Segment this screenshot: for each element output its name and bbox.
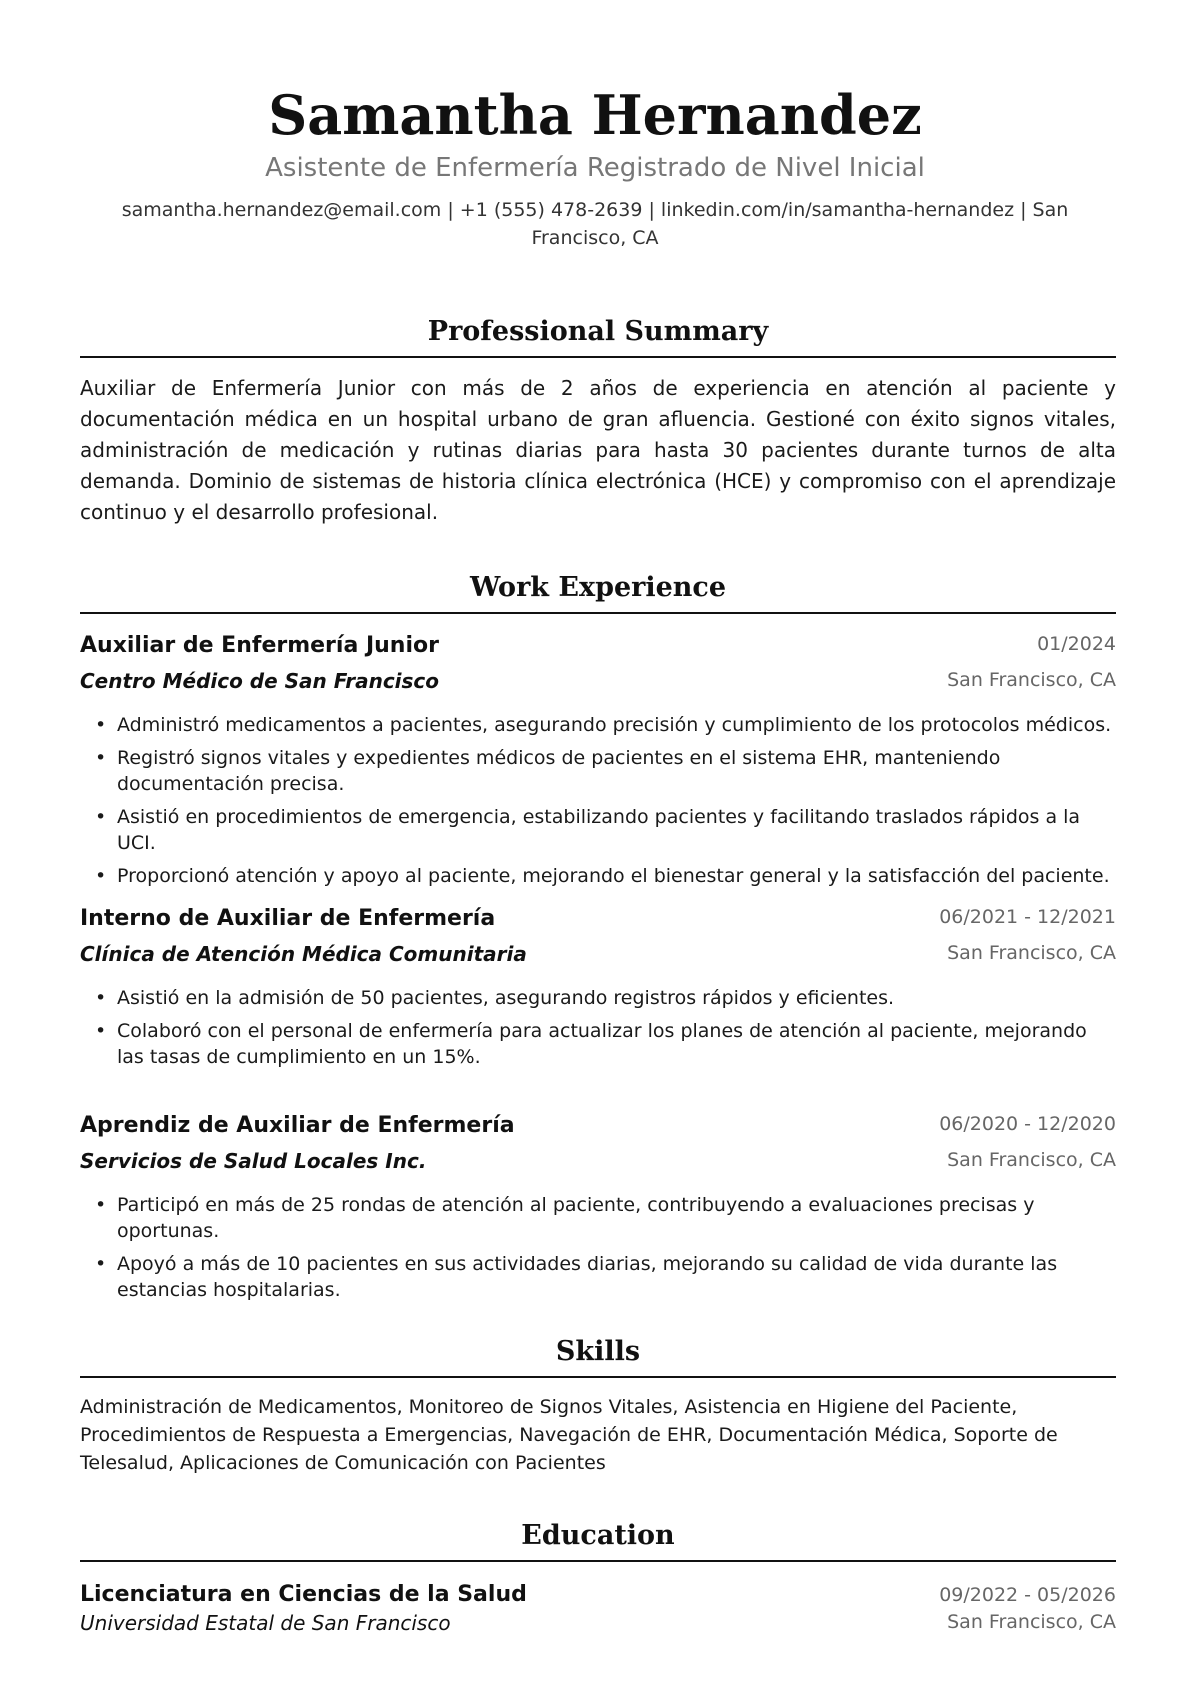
job-location: San Francisco, CA (947, 942, 1116, 964)
job-bullets (80, 985, 1116, 1077)
candidate-headline: Asistente de Enfermería Registrado de Nivel Inicial (265, 153, 925, 183)
job-title: Auxiliar de Enfermería Junior (80, 633, 439, 658)
contact-line: samantha.hernandez@email.com | +1 (555) 478-2639 | linkedin.com/in/samantha-hernandez | San Francisco, CA (121, 199, 1069, 249)
job-date: 01/2024 (1037, 633, 1116, 655)
job-title: Interno de Auxiliar de Enfermería (80, 906, 496, 931)
job-date: 06/2021 - 12/2021 (939, 906, 1116, 928)
experience-divider (80, 612, 1116, 614)
job-location: San Francisco, CA (947, 669, 1116, 691)
skills-heading: Skills (555, 1336, 641, 1367)
education-divider (80, 1560, 1116, 1562)
education-degree: Licenciatura en Ciencias de la Salud (80, 1582, 527, 1607)
bullet-item: • Participó en más de 25 rondas de atención al paciente, contribuyendo a evaluaciones precisas y oportunas. (95, 1194, 1035, 1242)
resume-header (80, 82, 1110, 252)
summary-divider (80, 356, 1116, 358)
job-bullets (80, 1192, 1116, 1310)
job-date: 06/2020 - 12/2020 (939, 1113, 1116, 1135)
job-location: San Francisco, CA (947, 1149, 1116, 1171)
candidate-name: Samantha Hernandez (268, 83, 922, 147)
bullet-item: • Registró signos vitales y expedientes médicos de pacientes en el sistema EHR, manteniendo documentación precisa. (95, 747, 1001, 795)
job-bullets (80, 712, 1116, 896)
bullet-item: • Asistió en la admisión de 50 pacientes, asegurando registros rápidos y eficientes. (95, 987, 895, 1009)
job-title: Aprendiz de Auxiliar de Enfermería (80, 1113, 515, 1138)
education-heading: Education (521, 1520, 675, 1551)
job-organization: Servicios de Salud Locales Inc. (80, 1149, 427, 1173)
skills-divider (80, 1376, 1116, 1378)
bullet-item: • Proporcionó atención y apoyo al paciente, mejorando el bienestar general y la satisfacción del paciente. (95, 865, 1110, 887)
bullet-item: • Colaboró con el personal de enfermería para actualizar los planes de atención al paciente, mejorando las tasas de cumplimiento en un 15%. (95, 1020, 1087, 1068)
summary-text: Auxiliar de Enfermería Junior con más de 2 años de experiencia en atención al paciente y documentación médica en un hospital urbano de gran afluencia. Gestioné con éxito signos vitales, administración de medicación y rutinas diarias para hasta 30 pacientes durante turnos de alta demanda. Dominio de sistemas de historia clínica electrónica (HCE) y compromiso con el aprendizaje continuo y el desarrollo profesional. (80, 376, 1116, 524)
education-date: 09/2022 - 05/2026 (939, 1584, 1116, 1606)
summary-heading: Professional Summary (427, 316, 769, 347)
bullet-item: • Apoyó a más de 10 pacientes en sus actividades diarias, mejorando su calidad de vida durante las estancias hospitalarias. (95, 1253, 1058, 1301)
education-location: San Francisco, CA (947, 1611, 1116, 1633)
job-organization: Clínica de Atención Médica Comunitaria (80, 942, 527, 966)
job-organization: Centro Médico de San Francisco (80, 669, 440, 693)
skills-list: Administración de Medicamentos, Monitoreo de Signos Vitales, Asistencia en Higiene del Paciente, Procedimientos de Respuesta a Emergencias, Navegación de EHR, Documentación Médica, Soporte de Telesalud, Aplicaciones de Comunicación con Pacientes (80, 1396, 1058, 1474)
bullet-item: • Administró medicamentos a pacientes, asegurando precisión y cumplimiento de los protocolos médicos. (95, 714, 1112, 736)
experience-heading: Work Experience (469, 572, 727, 603)
education-school: Universidad Estatal de San Francisco (80, 1611, 451, 1635)
bullet-item: • Asistió en procedimientos de emergencia, estabilizando pacientes y facilitando traslados rápidos a la UCI. (95, 806, 1081, 854)
